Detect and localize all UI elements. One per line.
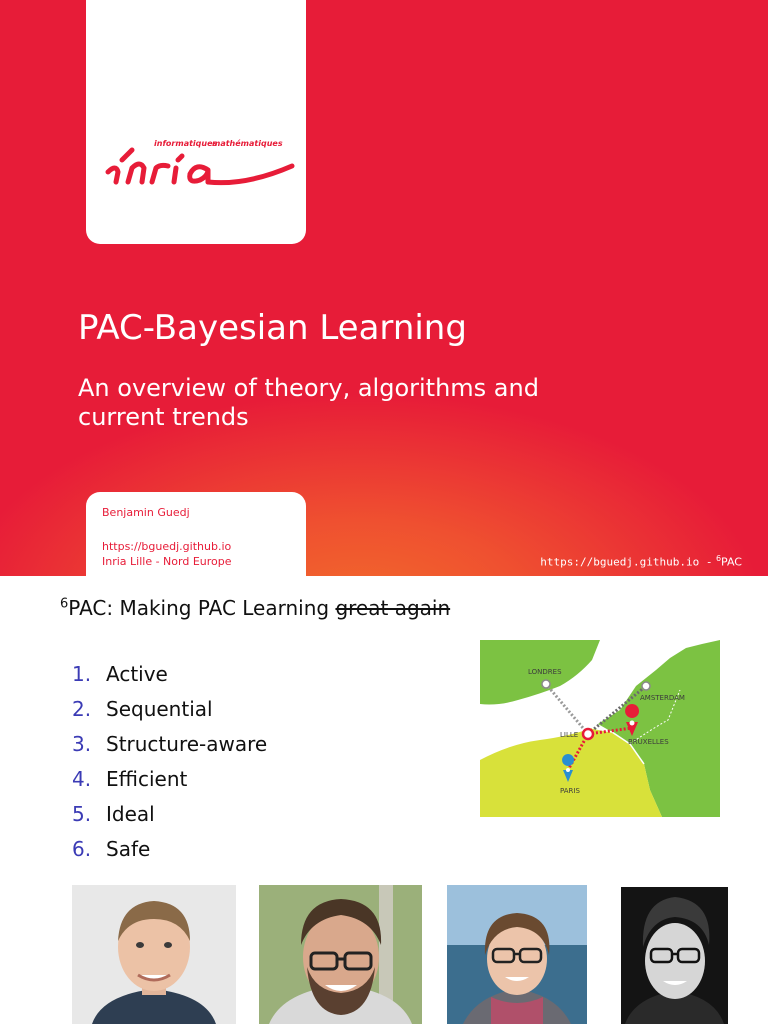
list-item: 3. Structure-aware — [72, 732, 268, 756]
title-struck-text: great again — [335, 596, 451, 620]
title-main: PAC: Making PAC Learning — [68, 596, 336, 620]
portrait-photo — [72, 885, 236, 1024]
slide-title — [60, 596, 450, 620]
footer-url[interactable]: https://bguedj.github.io - — [540, 555, 713, 569]
map-label-lille: LILLE — [560, 731, 579, 739]
author-card — [86, 492, 306, 576]
portrait-photo — [621, 887, 728, 1024]
region-map — [480, 640, 720, 817]
list-item: 1. Active — [72, 662, 168, 686]
author-affiliation: Inria Lille - Nord Europe — [102, 555, 232, 568]
slide-footer — [540, 554, 742, 569]
svg-text:mathématiques: mathématiques — [212, 139, 283, 148]
list-item: 4. Efficient — [72, 767, 188, 791]
logo-card — [86, 0, 306, 244]
feature-list — [72, 662, 267, 872]
inria-logo — [96, 120, 296, 200]
list-item: 6. Safe — [72, 837, 151, 861]
list-item: 2. Sequential — [72, 697, 213, 721]
map-label-london: LONDRES — [528, 668, 562, 676]
svg-text:Inria: Inria — [96, 120, 99, 121]
portrait-photo — [259, 885, 422, 1024]
author-name: Benjamin Guedj — [102, 506, 190, 519]
map-label-paris: PARIS — [560, 787, 580, 795]
author-url[interactable]: https://bguedj.github.io — [102, 540, 232, 553]
title-superscript: 6 — [60, 596, 69, 612]
presentation-subtitle: An overview of theory, algorithms and current trends — [78, 374, 539, 431]
svg-text:informatiques: informatiques — [154, 139, 218, 148]
presentation-title: PAC-Bayesian Learning — [78, 308, 467, 348]
content-slide — [0, 576, 768, 1024]
list-item: 5. Ideal — [72, 802, 155, 826]
map-label-amsterdam: AMSTERDAM — [640, 694, 685, 702]
portrait-photo — [447, 885, 587, 1024]
footer-suffix: PAC — [721, 555, 742, 569]
footer-superscript: 6 — [715, 554, 722, 563]
map-label-brussels: BRUXELLES — [628, 738, 669, 746]
